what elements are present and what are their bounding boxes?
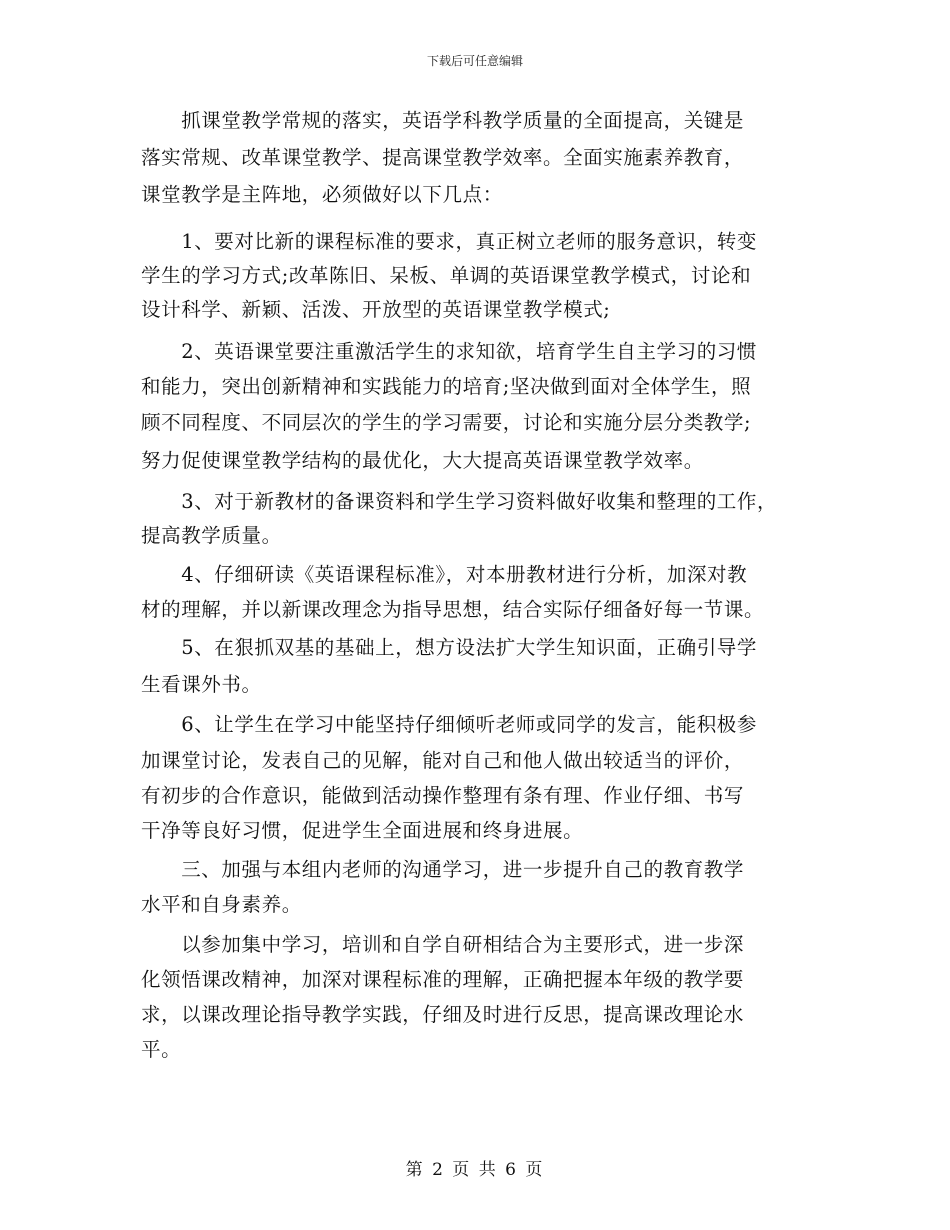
text-line: 1、要对比新的课程标准的要求，真正树立老师的服务意识，转变 <box>141 230 758 253</box>
text-line: 2、英语课堂要注重激活学生的求知欲，培育学生自主学习的习惯 <box>141 340 758 363</box>
text-line: 4、仔细研读《英语课程标准》，对本册教材进行分析，加深对教 <box>141 563 748 586</box>
text-line: 水平和自身素养。 <box>141 893 302 916</box>
text-line: 设计科学、新颖、活泼、开放型的英语课堂教学模式; <box>141 298 611 321</box>
text-line: 学生的学习方式;改革陈旧、呆板、单调的英语课堂教学模式，讨论和 <box>141 264 752 287</box>
page-number-footer: 第 2 页 共 6 页 <box>405 1160 545 1180</box>
text-line: 提高教学质量。 <box>141 524 282 547</box>
page-header-note: 下载后可任意编辑 <box>426 54 523 68</box>
text-line: 课堂教学是主阵地，必须做好以下几点： <box>141 183 503 206</box>
text-line: 干净等良好习惯，促进学生全面进展和终身进展。 <box>141 819 584 842</box>
text-line: 抓课堂教学常规的落实，英语学科教学质量的全面提高，关键是 <box>141 109 745 132</box>
text-line: 平。 <box>141 1038 182 1061</box>
text-line: 3、对于新教材的备课资料和学生学习资料做好收集和整理的工作， <box>141 490 778 513</box>
text-line: 6、让学生在学习中能坚持仔细倾听老师或同学的发言，能积极参 <box>141 713 758 736</box>
text-line: 努力促使课堂教学结构的最优化，大大提高英语课堂教学效率。 <box>141 449 704 472</box>
text-line: 以参加集中学习，培训和自学自研相结合为主要形式，进一步深 <box>141 933 745 956</box>
text-line: 三、加强与本组内老师的沟通学习，进一步提升自己的教育教学 <box>141 858 745 881</box>
text-line: 顾不同程度、不同层次的学生的学习需要，讨论和实施分层分类教学; <box>141 411 752 434</box>
text-line: 生看课外书。 <box>141 673 262 696</box>
text-line: 化领悟课改精神，加深对课程标准的理解，正确把握本年级的教学要 <box>141 968 745 991</box>
text-line: 材的理解，并以新课改理念为指导思想，结合实际仔细备好每一节课。 <box>141 598 765 621</box>
text-line: 有初步的合作意识，能做到活动操作整理有条有理、作业仔细、书写 <box>141 784 745 807</box>
text-line: 和能力，突出创新精神和实践能力的培育;坚决做到面对全体学生，照 <box>141 375 752 398</box>
text-line: 落实常规、改革课堂教学、提高课堂教学效率。全面实施素养教育， <box>141 146 745 169</box>
text-line: 求，以课改理论指导教学实践，仔细及时进行反思，提高课改理论水 <box>141 1003 745 1026</box>
text-line: 5、在狠抓双基的基础上，想方设法扩大学生知识面，正确引导学 <box>141 636 758 659</box>
text-line: 加课堂讨论，发表自己的见解，能对自己和他人做出较适当的评价， <box>141 749 745 772</box>
